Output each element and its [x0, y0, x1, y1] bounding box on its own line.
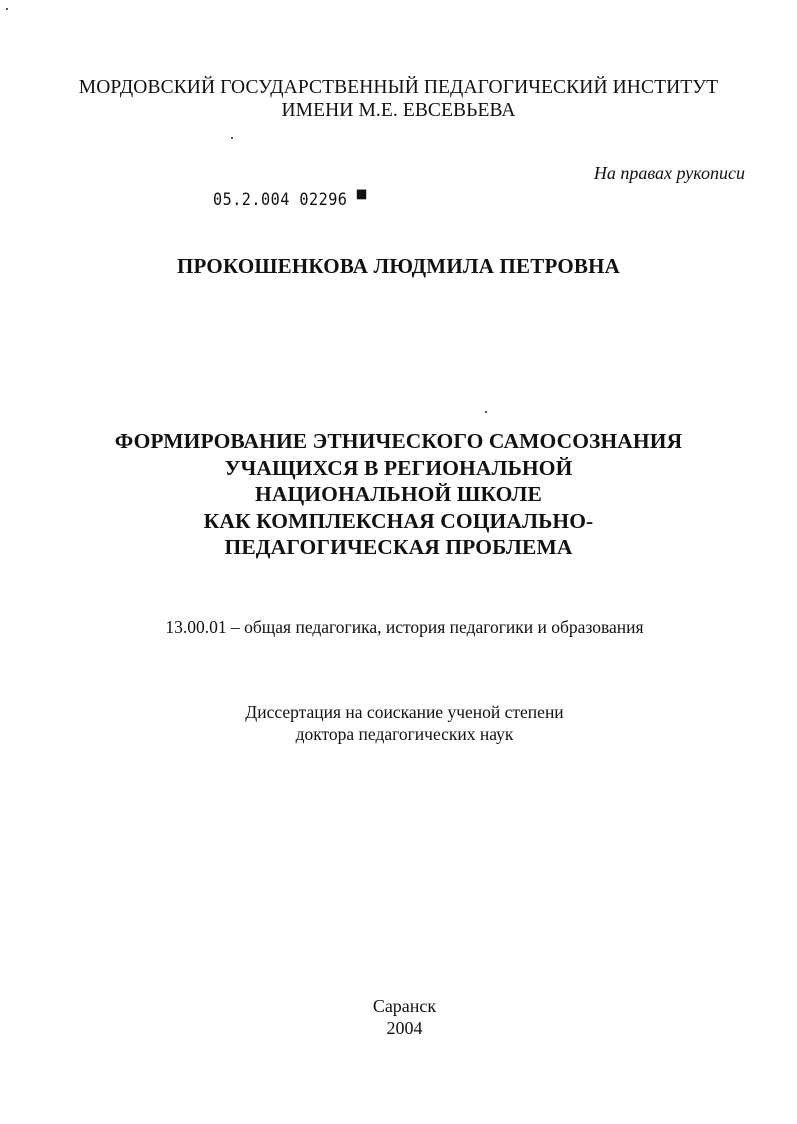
- scan-speck: [231, 137, 233, 139]
- author-name: ПРОКОШЕНКОВА ЛЮДМИЛА ПЕТРОВНА: [176, 254, 621, 278]
- registration-stamp: 05.2.004 02296 ▀: [213, 190, 367, 209]
- year: 2004: [386, 1018, 423, 1038]
- title-line: УЧАЩИХСЯ В РЕГИОНАЛЬНОЙ: [224, 455, 573, 480]
- title-line: КАК КОМПЛЕКСНАЯ СОЦИАЛЬНО-: [203, 508, 594, 533]
- dissertation-title: [0, 428, 797, 561]
- specialty-code: 13.00.01 – общая педагогика, история педагогики и образования: [165, 617, 644, 637]
- degree-statement: [6, 702, 797, 745]
- city: Саранск: [372, 996, 437, 1016]
- manuscript-rights-note: На правах рукописи: [593, 163, 745, 183]
- institute-header: [0, 76, 797, 122]
- scan-speck: [6, 8, 8, 10]
- degree-line: доктора педагогических наук: [295, 723, 514, 744]
- title-line: ПЕДАГОГИЧЕСКАЯ ПРОБЛЕМА: [224, 535, 573, 559]
- title-line: ФОРМИРОВАНИЕ ЭТНИЧЕСКОГО САМОСОЗНАНИЯ: [114, 429, 683, 453]
- title-line: НАЦИОНАЛЬНОЙ ШКОЛЕ: [255, 482, 542, 506]
- place-and-year: [6, 995, 797, 1039]
- scan-speck: [485, 411, 487, 413]
- institute-honorific: ИМЕНИ М.Е. ЕВСЕВЬЕВА: [281, 100, 516, 121]
- degree-line: Диссертация на соискание ученой степени: [245, 702, 564, 722]
- institute-name: МОРДОВСКИЙ ГОСУДАРСТВЕННЫЙ ПЕДАГОГИЧЕСКИЙ ИНСТИТУТ: [78, 77, 719, 98]
